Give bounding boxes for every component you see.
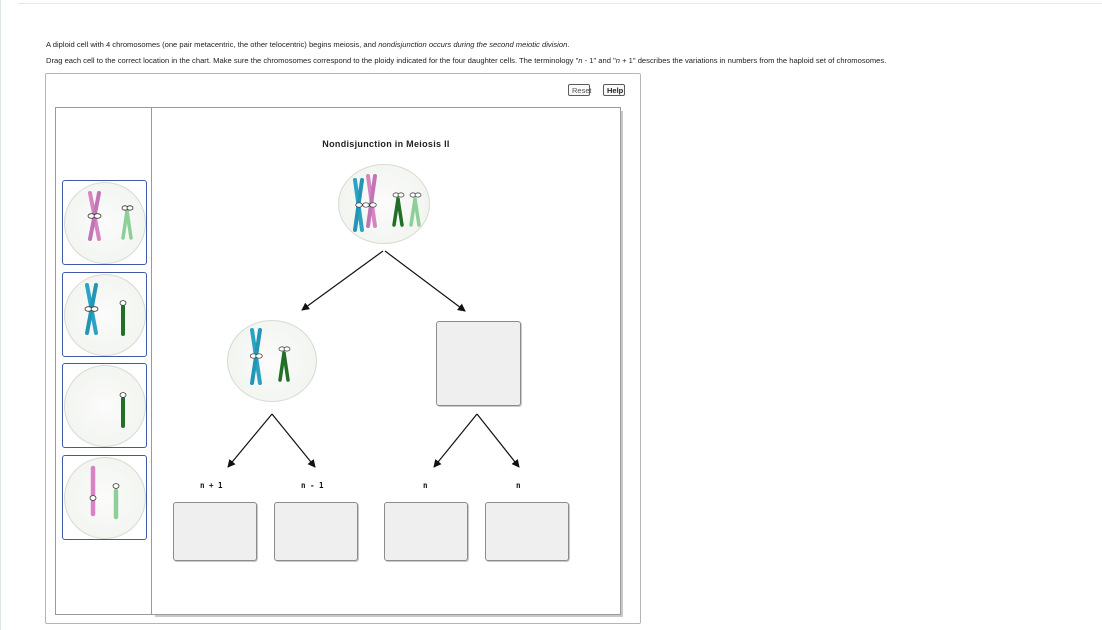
- lightgreen-single-chromosome: [113, 484, 119, 517]
- darkgreen-telocentric-chromosome: [120, 393, 126, 426]
- reset-button[interactable]: Reset: [568, 84, 590, 96]
- drag-tile-blue-darkgreen[interactable]: [62, 272, 147, 357]
- instructions-text: Drag each cell to the correct location in the chart. Make sure the chromosomes correspond to the ploidy indicated for the four daughter cells. The terminology ": [46, 56, 579, 65]
- blue-metacentric-chromosome: [85, 285, 98, 333]
- arrow-left-to-n-minus-1: [272, 414, 315, 467]
- instructions-n: n: [578, 56, 583, 65]
- intro-emphasis: nondisjunction occurs during the second meiotic division: [378, 40, 568, 49]
- chromosomes-graphic: [63, 181, 146, 264]
- drop-slot-n-b[interactable]: [485, 502, 569, 561]
- instructions-text-2: - 1" and ": [582, 56, 616, 65]
- question-instructions: [46, 56, 1096, 66]
- drag-tile-darkgreen-single[interactable]: [62, 363, 147, 448]
- label-n-plus-1: n + 1: [200, 481, 223, 490]
- question-intro: [46, 40, 1096, 50]
- label-n-b: n: [516, 481, 521, 490]
- arrow-left-to-n-plus-1: [228, 414, 272, 467]
- instructions-text-3: + 1" describes the variations in numbers from the haploid set of chromosomes.: [620, 56, 887, 65]
- arrow-right-to-n-b: [477, 414, 519, 467]
- page-left-border: [0, 0, 1, 630]
- chromosomes-graphic: [63, 456, 146, 539]
- pink-single-chromosome: [90, 468, 96, 514]
- intro-period: .: [567, 40, 570, 49]
- label-n-a: n: [423, 481, 428, 490]
- arrow-parent-to-left: [302, 251, 383, 310]
- darkgreen-telocentric-chromosome: [120, 301, 126, 334]
- chromosomes-graphic: [63, 273, 146, 356]
- pink-metacentric-chromosome: [88, 193, 101, 239]
- arrow-parent-to-right: [385, 251, 465, 311]
- drop-slot-n-plus-1[interactable]: [173, 502, 257, 561]
- arrow-right-to-n-a: [434, 414, 477, 467]
- drag-tile-pink-lightgreen-single[interactable]: [62, 455, 147, 540]
- intro-text: A diploid cell with 4 chromosomes (one pair metacentric, the other telocentric) begins meiosis, and: [46, 40, 379, 49]
- help-button[interactable]: Help: [603, 84, 625, 96]
- lightgreen-telocentric-chromosome: [122, 206, 133, 238]
- instructions-n-2: n: [615, 56, 621, 65]
- chromosomes-graphic: [63, 364, 146, 447]
- page-top-divider: [18, 3, 1102, 4]
- drag-drop-widget: [45, 73, 641, 624]
- draggable-cells-panel: [55, 107, 152, 615]
- label-n-minus-1: n - 1: [301, 481, 324, 490]
- chart-area: [151, 107, 621, 615]
- drop-slot-n-minus-1[interactable]: [274, 502, 358, 561]
- drag-tile-pink-lightgreen[interactable]: [62, 180, 147, 265]
- chart-title: Nondisjunction in Meiosis II: [322, 139, 450, 149]
- drop-slot-n-a[interactable]: [384, 502, 468, 561]
